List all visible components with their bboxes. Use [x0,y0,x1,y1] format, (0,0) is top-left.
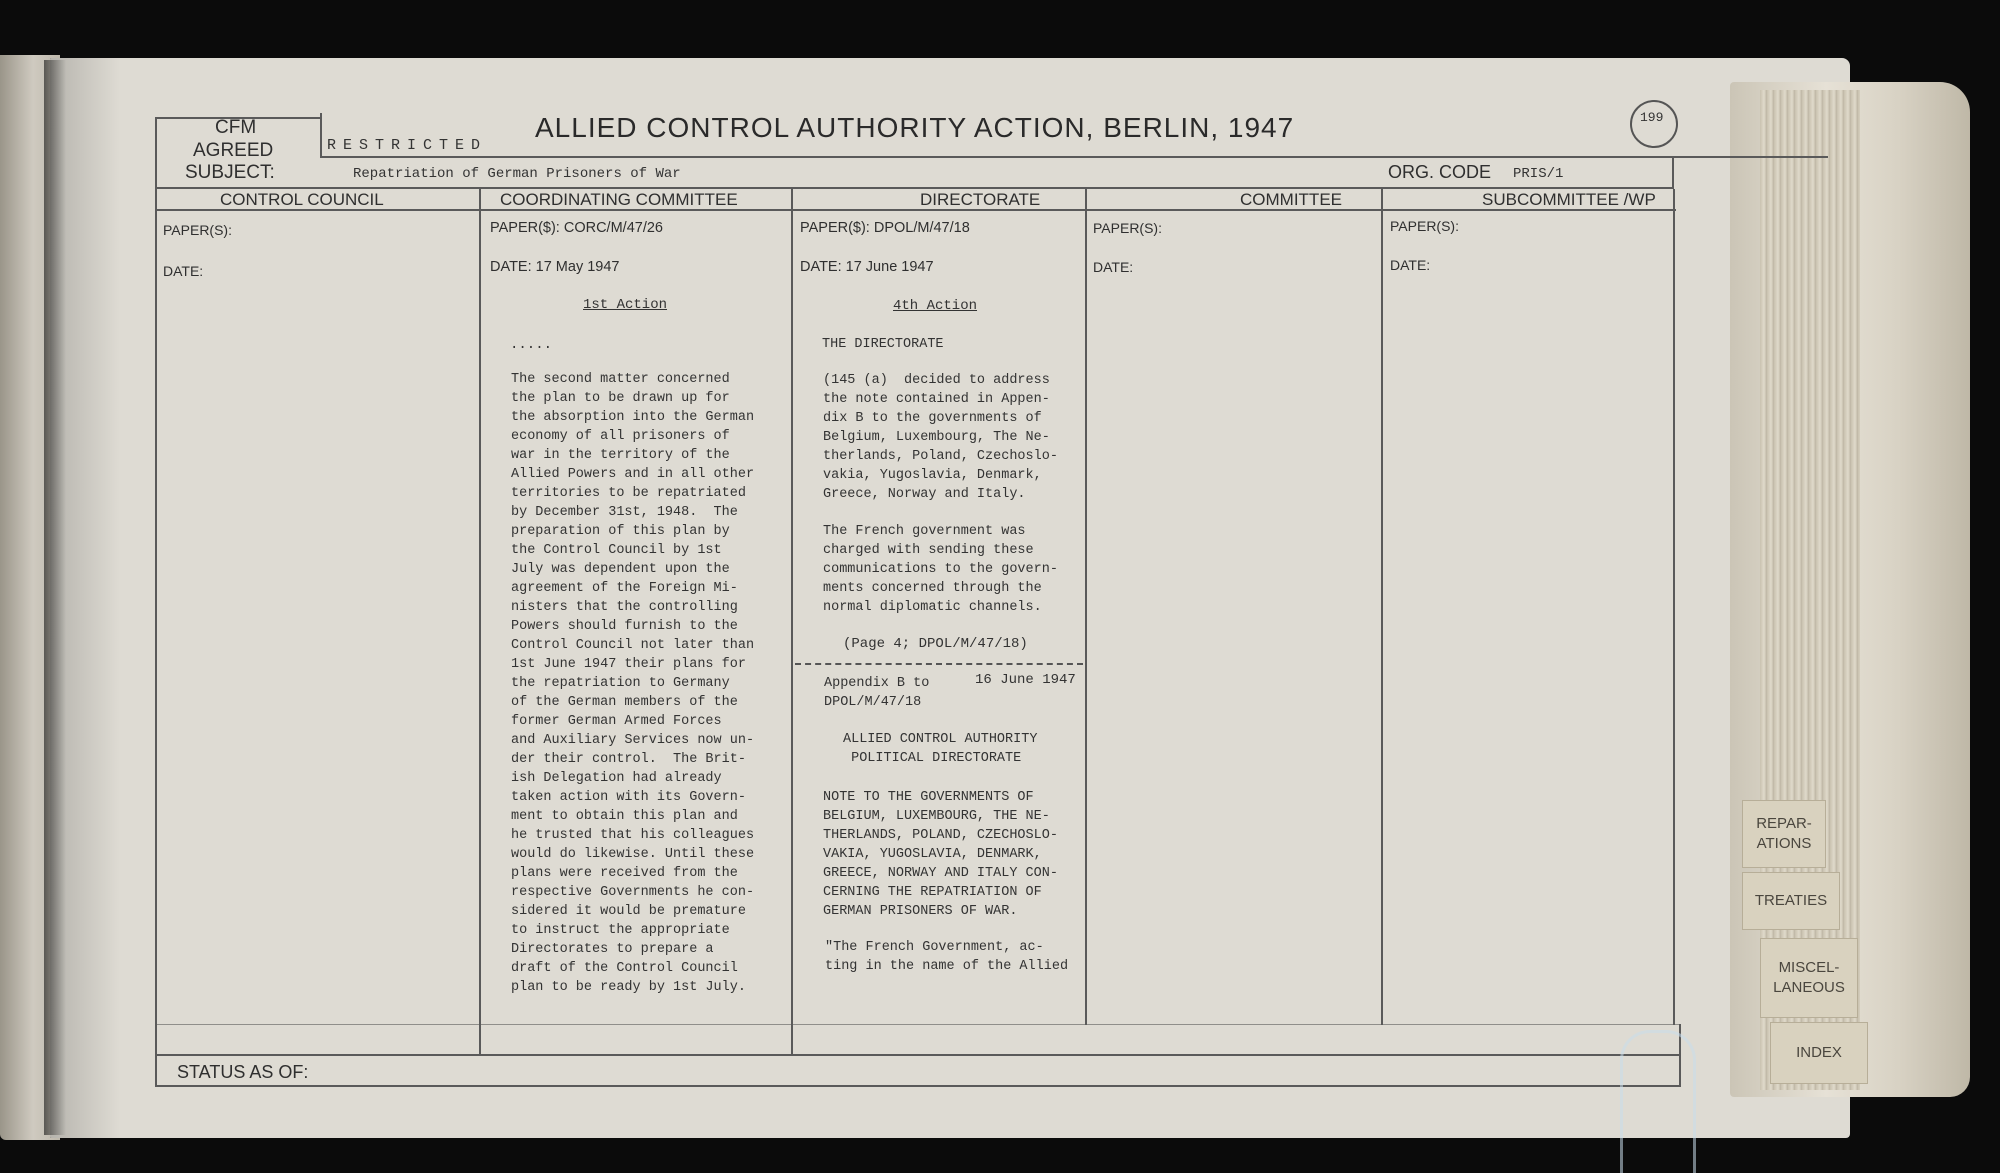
tab-treaties[interactable]: TREATIES [1742,872,1840,930]
coordinating-date: DATE: 17 May 1947 [490,259,620,275]
rule [1673,189,1675,1025]
subcommittee-date: DATE: [1390,257,1431,273]
tab-reparations[interactable]: REPAR- ATIONS [1742,800,1826,868]
appendix-note-text: NOTE TO THE GOVERNMENTS OF BELGIUM, LUXEMBOURG, THE NE- THERLANDS, POLAND, CZECHOSLO- VAKIA, YUGOSLAVIA, DENMARK, GREECE, NORWAY AND ITALY CON- CERNING THE REPATRIATION OF GERMAN PRISONERS OF WAR. [823,790,1058,919]
control-council-date: DATE: [163,263,204,279]
status-label: STATUS AS OF: [177,1062,309,1082]
appendix-quote-text: "The French Government, ac- ting in the name of the Allied [825,940,1069,974]
page-number: 199 [1640,110,1664,125]
tab-index[interactable]: INDEX [1770,1022,1868,1084]
coordinating-body-text: The second matter concerned the plan to be drawn up for the absorption into the German economy of all prisoners of war in the territory of the Allied Powers and in all other territories to be repatriated by December 31st, 1948. The preparation of this plan by the Control Council by 1st July was dependent upon the agreement of the Foreign Mi- nisters that the controlling Powers should furnish to the Control Council not later than 1st June 1947 their plans for the repatriation to Germany of the German members of the former German Armed Forces and Auxiliary Services now un- der their control. The Brit- ish Delegation had already taken action with its Govern- ment to obtain this plan and he trusted that his colleagues would do likewise. Until these plans were received from the respective Governments he con- sidered it would be premature to instruct the appropriate Directorates to prepare a draft of the Control Council plan to be ready by 1st July. [511,372,755,995]
rule [791,189,793,1055]
rule [155,1054,1680,1056]
directorate-action: 4th Action [893,298,978,314]
appendix-org-heading: ALLIED CONTROL AUTHORITY POLITICAL DIRECTORATE [843,732,1038,766]
rule [1672,156,1674,188]
rule [155,1024,1680,1025]
directorate-heading: THE DIRECTORATE [822,337,944,352]
rule [320,156,1828,158]
org-code-value: PRIS/1 [1513,166,1564,182]
action-form [155,112,1680,1087]
control-council-paper: PAPER(S): [163,222,232,238]
directorate-page-ref: (Page 4; DPOL/M/47/18) [843,636,1028,652]
page-title: ALLIED CONTROL AUTHORITY ACTION, BERLIN, 1947 [535,112,1295,143]
subject-value: Repatriation of German Prisoners of War [353,166,681,182]
rule [1381,189,1383,1025]
directorate-decision-text: (145 (a) decided to address the note contained in Appen- dix B to the governments of Belgium, Luxembourg, The Ne- therlands, Poland, Czechoslo- vakia, Yugoslavia, Denmark, Greece, Norway and Italy. [823,373,1058,502]
appendix-reference: Appendix B to DPOL/M/47/18 [824,676,930,710]
coordinating-action: 1st Action [583,297,668,313]
rule [155,117,157,1087]
committee-date: DATE: [1093,259,1134,275]
committee-paper: PAPER(S): [1093,220,1162,236]
subcommittee-paper: PAPER(S): [1390,218,1459,234]
org-code-label: ORG. CODE [1388,162,1492,182]
column-header-committee: COMMITTEE [1240,190,1342,209]
agreed-label: AGREED [193,140,274,161]
display-stand [1620,1030,1696,1173]
column-header-control-council: CONTROL COUNCIL [220,190,384,209]
rule [320,113,322,157]
column-header-directorate: DIRECTORATE [920,190,1041,209]
page-shadow [50,58,120,1138]
rule [479,189,481,1055]
tab-miscellaneous[interactable]: MISCEL- LANEOUS [1760,938,1858,1018]
directorate-french-text: The French government was charged with sending these communications to the govern- ments concerned through the normal diplomatic channels. [823,524,1058,615]
dashed-separator [795,663,1083,665]
column-header-coordinating-committee: COORDINATING COMMITTEE [500,190,738,209]
rule [155,187,1674,189]
coordinating-paper: PAPER($): CORC/M/47/26 [490,220,663,236]
rule [155,1085,1680,1087]
rule [1085,189,1087,1025]
directorate-date: DATE: 17 June 1947 [800,259,934,275]
cfm-label: CFM [215,117,257,138]
subject-label: SUBJECT: [185,162,275,183]
directorate-paper: PAPER($): DPOL/M/47/18 [800,220,970,236]
coordinating-ellipsis: ..... [510,337,553,353]
appendix-date: 16 June 1947 [975,672,1076,688]
column-header-subcommittee: SUBCOMMITTEE /WP [1482,190,1656,209]
restricted-stamp: RESTRICTED [327,137,488,154]
